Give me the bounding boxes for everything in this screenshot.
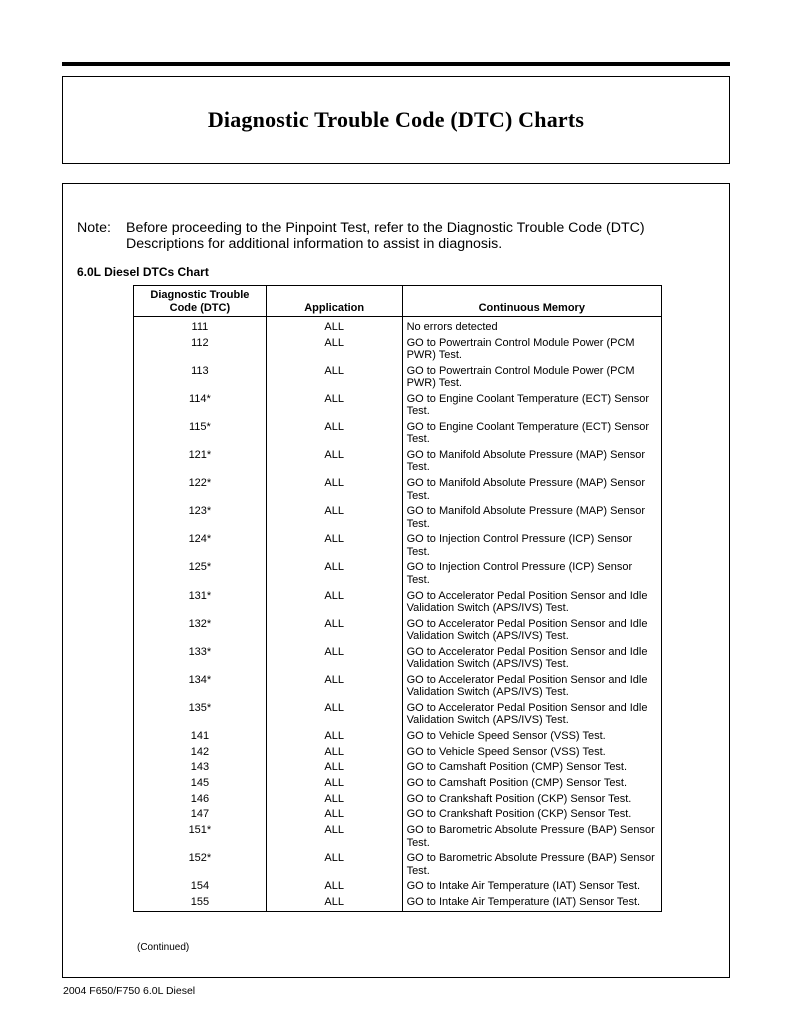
application-cell: ALL (266, 672, 402, 700)
dtc-code-cell: 151* (134, 823, 267, 851)
dtc-code-cell: 131* (134, 588, 267, 616)
continuous-memory-cell: GO to Engine Coolant Temperature (ECT) Sensor Test. (406, 392, 650, 418)
table-row (134, 728, 662, 744)
application-cell: ALL (266, 744, 402, 760)
continuous-memory-cell: GO to Accelerator Pedal Position Sensor and Idle Validation Switch (APS/IVS) Test. (406, 589, 648, 614)
header-dtc: Diagnostic Trouble Code (DTC) (134, 286, 267, 317)
table-row (134, 616, 662, 644)
table-row (134, 791, 662, 807)
note-label: Note: (77, 220, 111, 236)
table-row (134, 532, 662, 560)
continuous-memory-cell: GO to Accelerator Pedal Position Sensor and Idle Validation Switch (APS/IVS) Test. (406, 701, 648, 727)
header-continuous-memory: Continuous Memory (402, 286, 661, 317)
note-text: Before proceeding to the Pinpoint Test, refer to the Diagnostic Trouble Code (DTC) Descriptions for additional information to assist in diagnosis. (126, 220, 645, 252)
table-row (134, 700, 662, 728)
application-cell: ALL (266, 760, 402, 776)
dtc-code-cell: 111 (134, 317, 267, 336)
chart-heading: 6.0L Diesel DTCs Chart (77, 265, 209, 279)
continuous-memory-cell: GO to Accelerator Pedal Position Sensor and Idle Validation Switch (APS/IVS) Test. (406, 673, 648, 699)
dtc-code-cell: 115* (134, 419, 267, 447)
table-row (134, 504, 662, 532)
continuous-memory-cell: GO to Accelerator Pedal Position Sensor and Idle Validation Switch (APS/IVS) Test. (406, 617, 648, 643)
application-cell: ALL (266, 807, 402, 823)
table-row (134, 807, 662, 823)
application-cell: ALL (266, 644, 402, 672)
dtc-code-cell: 147 (134, 807, 267, 823)
dtc-code-cell: 134* (134, 672, 267, 700)
table-row (134, 894, 662, 912)
continuous-memory-cell: GO to Powertrain Control Module Power (PCM PWR) Test. (406, 364, 635, 390)
continuous-memory-cell: GO to Barometric Absolute Pressure (BAP) Sensor Test. (406, 852, 655, 877)
table-row (134, 823, 662, 851)
dtc-code-cell: 114* (134, 391, 267, 419)
continuous-memory-cell: GO to Accelerator Pedal Position Sensor and Idle Validation Switch (APS/IVS) Test. (406, 645, 648, 671)
title-box (62, 76, 730, 164)
continuous-memory-cell: GO to Manifold Absolute Pressure (MAP) Sensor Test. (406, 477, 645, 502)
table-row (134, 335, 662, 363)
table-row (134, 476, 662, 504)
continuous-memory-cell: GO to Camshaft Position (CMP) Sensor Test. (406, 777, 628, 790)
continuous-memory-cell: GO to Barometric Absolute Pressure (BAP) Sensor Test. (406, 824, 655, 849)
application-cell: ALL (266, 419, 402, 447)
top-rule (62, 62, 730, 66)
dtc-code-cell: 112 (134, 335, 267, 363)
continuous-memory-cell: GO to Injection Control Pressure (ICP) Sensor Test. (406, 561, 633, 586)
continuous-memory-cell: GO to Camshaft Position (CMP) Sensor Test. (406, 761, 628, 774)
continuous-memory-cell: GO to Manifold Absolute Pressure (MAP) Sensor Test. (406, 449, 645, 474)
continuous-memory-cell: GO to Intake Air Temperature (IAT) Sensor Test. (406, 896, 641, 908)
dtc-code-cell: 145 (134, 775, 267, 791)
dtc-code-cell: 142 (134, 744, 267, 760)
table-row (134, 317, 662, 336)
continuous-memory-cell: GO to Intake Air Temperature (IAT) Sensor Test. (406, 880, 641, 893)
dtc-code-cell: 146 (134, 791, 267, 807)
continuous-memory-cell: GO to Crankshaft Position (CKP) Sensor Test. (406, 808, 632, 821)
table-row (134, 775, 662, 791)
continuous-memory-cell: No errors detected (406, 321, 498, 333)
table-row (134, 363, 662, 391)
application-cell: ALL (266, 532, 402, 560)
table-header-row (134, 286, 662, 317)
dtc-code-cell: 125* (134, 560, 267, 588)
application-cell: ALL (266, 476, 402, 504)
continuous-memory-cell: GO to Crankshaft Position (CKP) Sensor Test. (406, 792, 632, 805)
dtc-code-cell: 124* (134, 532, 267, 560)
table-row (134, 644, 662, 672)
application-cell: ALL (266, 504, 402, 532)
dtc-code-cell: 132* (134, 616, 267, 644)
application-cell: ALL (266, 363, 402, 391)
header-application: Application (266, 286, 402, 317)
table-body (134, 317, 662, 912)
page-title: Diagnostic Trouble Code (DTC) Charts (207, 107, 585, 132)
continuous-memory-cell: GO to Vehicle Speed Sensor (VSS) Test. (406, 745, 606, 758)
table-row (134, 672, 662, 700)
application-cell: ALL (266, 823, 402, 851)
dtc-code-cell: 122* (134, 476, 267, 504)
page-footer: 2004 F650/F750 6.0L Diesel (63, 985, 196, 997)
dtc-code-cell: 133* (134, 644, 267, 672)
dtc-code-cell: 154 (134, 879, 267, 895)
table-row (134, 879, 662, 895)
dtc-code-cell: 141 (134, 728, 267, 744)
table-row (134, 760, 662, 776)
dtc-code-cell: 152* (134, 851, 267, 879)
application-cell: ALL (266, 894, 402, 912)
application-cell: ALL (266, 775, 402, 791)
application-cell: ALL (266, 791, 402, 807)
dtc-code-cell: 121* (134, 447, 267, 475)
dtc-code-cell: 135* (134, 700, 267, 728)
content-box (62, 183, 730, 978)
continuous-memory-cell: GO to Injection Control Pressure (ICP) Sensor Test. (406, 533, 633, 558)
application-cell: ALL (266, 391, 402, 419)
application-cell: ALL (266, 560, 402, 588)
application-cell: ALL (266, 728, 402, 744)
dtc-table (133, 285, 662, 912)
dtc-code-cell: 113 (134, 363, 267, 391)
dtc-code-cell: 123* (134, 504, 267, 532)
dtc-code-cell: 155 (134, 894, 267, 912)
application-cell: ALL (266, 335, 402, 363)
table-row (134, 419, 662, 447)
continuous-memory-cell: GO to Manifold Absolute Pressure (MAP) Sensor Test. (406, 505, 645, 530)
application-cell: ALL (266, 700, 402, 728)
table-row (134, 447, 662, 475)
continued-note: (Continued) (137, 942, 190, 953)
application-cell: ALL (266, 447, 402, 475)
application-cell: ALL (266, 879, 402, 895)
application-cell: ALL (266, 851, 402, 879)
application-cell: ALL (266, 616, 402, 644)
table-row (134, 391, 662, 419)
table-row (134, 560, 662, 588)
continuous-memory-cell: GO to Powertrain Control Module Power (PCM PWR) Test. (406, 336, 635, 362)
note (77, 220, 697, 252)
continuous-memory-cell: GO to Vehicle Speed Sensor (VSS) Test. (406, 730, 606, 742)
application-cell: ALL (266, 317, 402, 336)
application-cell: ALL (266, 588, 402, 616)
continuous-memory-cell: GO to Engine Coolant Temperature (ECT) Sensor Test. (406, 420, 650, 446)
table-row (134, 588, 662, 616)
table-row (134, 851, 662, 879)
dtc-code-cell: 143 (134, 760, 267, 776)
table-row (134, 744, 662, 760)
